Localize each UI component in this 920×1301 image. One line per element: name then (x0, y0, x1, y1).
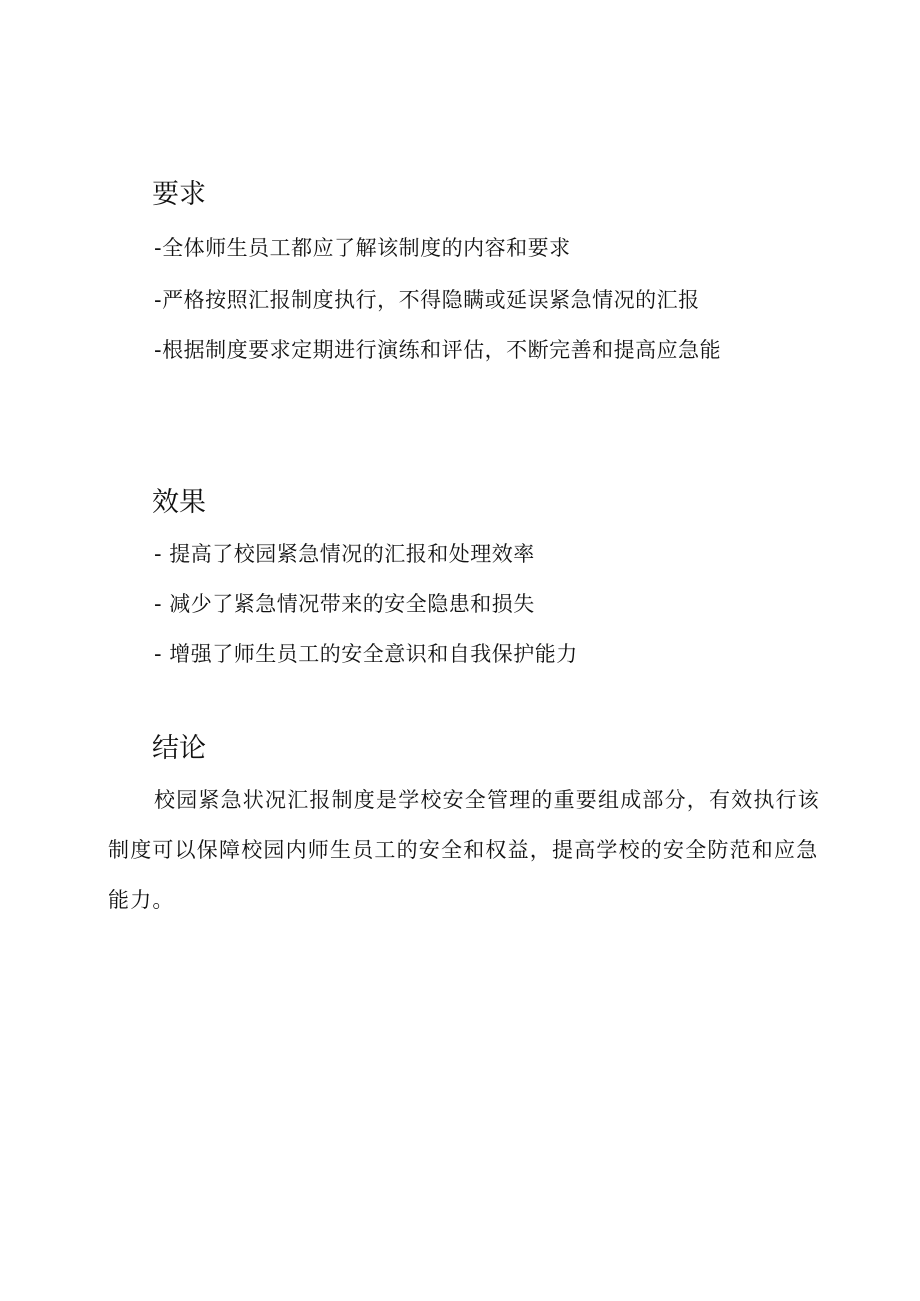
effect-item: - 增强了师生员工的安全意识和自我保护能力 (154, 642, 578, 666)
effect-item: - 减少了紧急情况带来的安全隐患和损失 (154, 592, 535, 616)
section-heading-requirements: 要求 (152, 179, 206, 210)
requirement-item: -严格按照汇报制度执行，不得隐瞒或延误紧急情况的汇报 (154, 288, 700, 312)
section-heading-effects: 效果 (152, 487, 206, 518)
conclusion-paragraph: 校园紧急状况汇报制度是学校安全管理的重要组成部分，有效执行该制度可以保障校园内师生员工的安全和权益，提高学校的安全防范和应急能力。 (108, 788, 820, 912)
requirement-item: -全体师生员工都应了解该制度的内容和要求 (154, 236, 571, 260)
requirement-item: -根据制度要求定期进行演练和评估，不断完善和提高应急能 (154, 338, 722, 362)
effect-item: - 提高了校园紧急情况的汇报和处理效率 (154, 542, 535, 566)
section-heading-conclusion: 结论 (152, 733, 206, 764)
